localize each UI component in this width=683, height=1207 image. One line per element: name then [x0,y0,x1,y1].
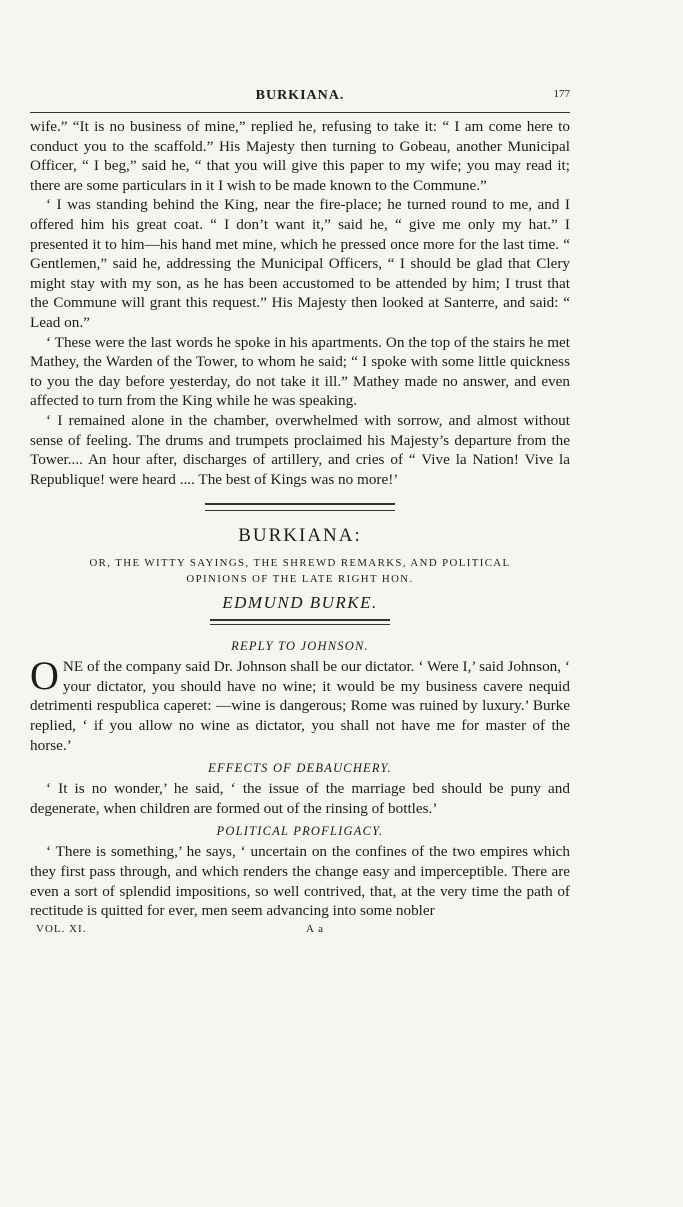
paragraph-1: wife.” “It is no business of mine,” replied he, refusing to take it: “ I am come here to conduct you to the scaffold.” His Majesty then turning to Gobeau, another Municipal Officer, “ I beg,” said he, “ that you will give this paper to my wife; you may read it; there are some particulars in it I wish to be made known to the Commune.” [30,118,570,194]
header-rule [30,112,570,113]
title-divider [210,619,390,625]
drop-cap: O [30,653,59,699]
section-divider [205,503,395,511]
section-text-debauchery: ‘ It is no wonder,’ he said, ‘ the issue of the marriage bed should be puny and degenerate, when children are formed out of the rinsing of bottles.’ [30,780,570,817]
article-subtitle-2: OPINIONS OF THE LATE RIGHT HON. [186,573,414,586]
page-footer [30,923,570,935]
page-number: 177 [553,88,570,100]
article-name: EDMUND BURKE. [222,593,378,613]
running-title: BURKIANA. [255,88,345,103]
volume-label: VOL. XI. [36,922,87,935]
section-text-reply [30,653,570,755]
paragraph-3: ‘ These were the last words he spoke in his apartments. On the top of the stairs he met Mathey, the Warden of the Tower, to whom he said; “ I spoke with some little quickness to you the day before yesterday, do not take it ill.” Mathey made no answer, and even affected to turn from the King while he was speaking. [30,333,570,410]
section-text-reply-body: NE of the company said Dr. Johnson shall be our dictator. ‘ Were I,’ said Johnson, ‘ your dictator, you should have no wine; it would be my business cavere nequid detrimenti respublica caperet: —wine is dangerous; Rome was ruined by luxury.’ Burke replied, ‘ if you allow no wine as dictator, you shall not have me for master of the horse.’ [30,658,570,754]
paragraph-2: ‘ I was standing behind the King, near the fire-place; he turned round to me, and I offered him his great coat. “ I don’t want it,” said he, “ give me only my hat.” I presented it to him—his hand met mine, which he pressed once more for the last time. “ Gentlemen,” said he, addressing the Municipal Officers, “ I should be glad that Clery might stay with my son, as he has been accustomed to be attended by him; I trust that the Commune will grant this request.” His Majesty then looked at Santerre, and said: “ Lead on.” [30,196,570,331]
signature-mark: A a [306,922,324,935]
running-head [30,88,570,112]
paragraph-4: ‘ I remained alone in the chamber, overwhelmed with sorrow, and almost without sense of feeling. The drums and trumpets proclaimed his Majesty’s departure from the Tower.... An hour after, discharges of artillery, and cries of “ Vive la Nation! Vive la Republique! were heard .... The best of Kings was no more!’ [30,411,570,488]
section-heading-profligacy: POLITICAL PROFLIGACY. [216,824,384,839]
section-heading-reply: REPLY TO JOHNSON. [231,639,369,654]
section-text-profligacy: ‘ There is something,’ he says, ‘ uncertain on the confines of the two empires which they first pass through, and which renders the change easy and imperceptible. There are even a sort of splendid impositions, so well contrived, that, at the very time the path of rectitude is quitted for ever, men seem advancing into some nobler [30,843,570,920]
article-title: BURKIANA: [238,525,362,547]
page [30,88,570,935]
section-heading-debauchery: EFFECTS OF DEBAUCHERY. [208,761,392,776]
article-subtitle-1: OR, THE WITTY SAYINGS, THE SHREWD REMARKS, AND POLITICAL [89,557,511,570]
